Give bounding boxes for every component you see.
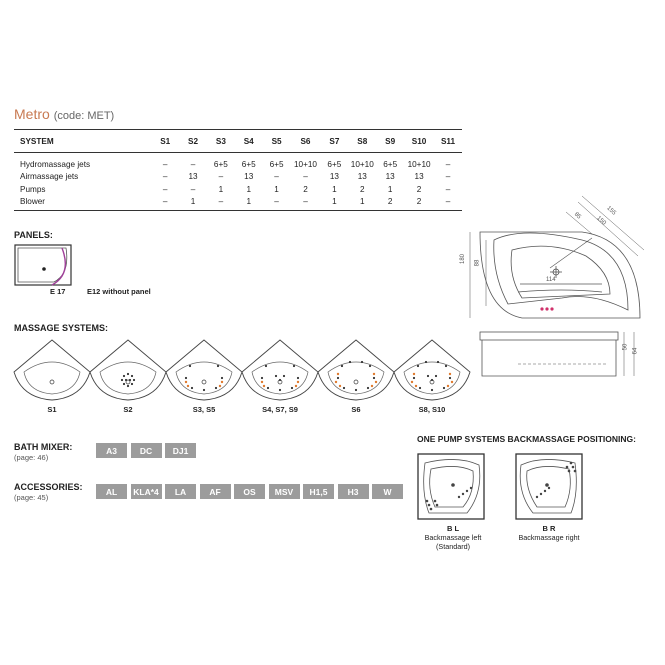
table-cell: 13 [357, 172, 367, 182]
massage-system-tub [242, 340, 318, 400]
table-header-cell: S11 [434, 130, 462, 153]
dim-50: 50 [622, 343, 629, 351]
table-cell: 10+10 [350, 159, 374, 169]
massage-system-label: S8, S10 [418, 405, 446, 414]
bath-mixer-heading: BATH MIXER: [14, 442, 73, 452]
table-header-cell: S8 [348, 130, 376, 153]
massage-system-tub [90, 340, 166, 400]
table-cell: – [162, 184, 168, 194]
accessories-heading: ACCESSORIES: [14, 482, 83, 492]
table-row [14, 158, 462, 171]
table-cell: 10+10 [407, 159, 431, 169]
table-cell: 2 [359, 184, 365, 194]
tag-dc: DC [131, 443, 162, 458]
table-cell: 1 [387, 184, 393, 194]
table-cell: 13 [188, 172, 198, 182]
table-cell: – [303, 172, 308, 182]
table-cell: 2 [303, 184, 308, 194]
table-cell: 1 [179, 196, 207, 211]
dim-88: 88 [474, 259, 481, 267]
table-row [14, 196, 462, 211]
row-label: Pumps [20, 184, 46, 194]
tub-top-view-drawing [462, 190, 652, 325]
backmassage-right-code: B R [542, 524, 556, 533]
table-row [14, 183, 462, 196]
dim-85: 85 [572, 211, 582, 221]
table-header-cell: S2 [179, 130, 207, 153]
tag-h15: H1,5 [303, 484, 334, 499]
tag-a3: A3 [96, 443, 127, 458]
massage-system-label: S1 [47, 405, 57, 414]
table-cell: – [190, 159, 196, 169]
panel-e17-label: E 17 [50, 287, 66, 296]
table-cell: 6+5 [269, 159, 284, 169]
dim-150: 150 [595, 215, 607, 227]
table-cell: – [434, 196, 462, 211]
table-header-cell: SYSTEM [14, 130, 151, 153]
accessories-page: (page: 45) [14, 493, 49, 502]
table-cell: 1 [332, 184, 337, 194]
table-cell: – [291, 196, 321, 211]
tag-af: AF [200, 484, 231, 499]
massage-system-tub [394, 340, 470, 400]
dim-64: 64 [632, 347, 639, 355]
table-cell: – [445, 159, 451, 169]
table-cell: – [151, 196, 179, 211]
table-cell: – [274, 172, 279, 182]
dim-180: 180 [460, 253, 467, 265]
backmassage-left-code: B L [446, 524, 460, 533]
table-cell: 6+5 [327, 159, 342, 169]
table-cell: 2 [404, 196, 434, 211]
table-cell: 13 [329, 172, 339, 182]
table-header-cell: S4 [235, 130, 263, 153]
massage-system-tub [14, 340, 90, 400]
tag-al: AL [96, 484, 127, 499]
table-cell: – [263, 196, 291, 211]
table-cell: 1 [246, 184, 251, 194]
backmassage-left-note: (Standard) [436, 542, 470, 551]
table-header-cell: S9 [376, 130, 404, 153]
massage-system-label: S6 [351, 405, 361, 414]
table-cell: – [445, 184, 451, 194]
tag-os: OS [234, 484, 265, 499]
table-header-cell: S6 [291, 130, 321, 153]
table-cell: – [190, 184, 196, 194]
dim-114: 114 [546, 277, 556, 283]
table-header-row [14, 130, 462, 153]
table-body [14, 153, 462, 211]
table-cell: 1 [320, 196, 348, 211]
tag-msv: MSV [269, 484, 300, 499]
row-label: Hydromassage jets [20, 159, 91, 169]
table-cell: – [207, 196, 235, 211]
backmassage-right-desc: Backmassage right [518, 533, 580, 542]
backmassage-left-desc: Backmassage left [424, 533, 482, 542]
product-name: Metro [14, 106, 50, 122]
row-label: Airmassage jets [20, 172, 79, 182]
table-cell: 2 [416, 184, 422, 194]
table-cell: 6+5 [383, 159, 398, 169]
massage-system-label: S2 [123, 405, 133, 414]
massage-systems-drawings [14, 336, 484, 404]
dim-155: 155 [605, 205, 617, 217]
table-cell: 6+5 [213, 159, 228, 169]
table-header-cell: S7 [320, 130, 348, 153]
tag-dj1: DJ1 [165, 443, 196, 458]
tag-la: LA [165, 484, 196, 499]
massage-systems-heading: MASSAGE SYSTEMS: [14, 323, 109, 333]
row-label: Blower [14, 196, 151, 211]
table-cell: 1 [348, 196, 376, 211]
backmassage-heading: ONE PUMP SYSTEMS BACKMASSAGE POSITIONING: [417, 434, 636, 444]
massage-system-tub [166, 340, 242, 400]
backmassage-right-drawing [515, 453, 585, 521]
product-code: (code: MET) [53, 110, 115, 122]
table-cell: 2 [376, 196, 404, 211]
table-cell: 13 [385, 172, 395, 182]
table-header-cell: S5 [263, 130, 291, 153]
panels-heading: PANELS: [14, 230, 53, 240]
product-title [14, 106, 114, 122]
table-cell: 1 [218, 184, 224, 194]
table-cell: 13 [244, 172, 254, 182]
tag-kla4: KLA*4 [131, 484, 162, 499]
table-cell: 6+5 [241, 159, 256, 169]
tub-side-view-drawing [478, 330, 643, 380]
tag-w: W [372, 484, 403, 499]
table-header-cell: S1 [151, 130, 179, 153]
table-cell: – [445, 172, 451, 182]
table-cell: 13 [414, 172, 424, 182]
tag-h3: H3 [338, 484, 369, 499]
table-cell: – [162, 172, 168, 182]
table-cell: 1 [274, 184, 279, 194]
backmassage-left-drawing [417, 453, 487, 521]
massage-system-label: S4, S7, S9 [262, 405, 298, 414]
panel-e12-label: E12 without panel [87, 287, 151, 296]
table-cell: 1 [235, 196, 263, 211]
bath-mixer-page: (page: 46) [14, 453, 49, 462]
massage-system-tub [318, 340, 394, 400]
table-cell: – [218, 172, 224, 182]
table-row [14, 171, 462, 184]
panel-e17-drawing [14, 244, 74, 288]
table-cell: 10+10 [293, 159, 317, 169]
table-cell: – [162, 159, 168, 169]
table-header-cell: S3 [207, 130, 235, 153]
massage-system-label: S3, S5 [192, 405, 216, 414]
table-header-cell: S10 [404, 130, 434, 153]
systems-table [14, 129, 462, 211]
